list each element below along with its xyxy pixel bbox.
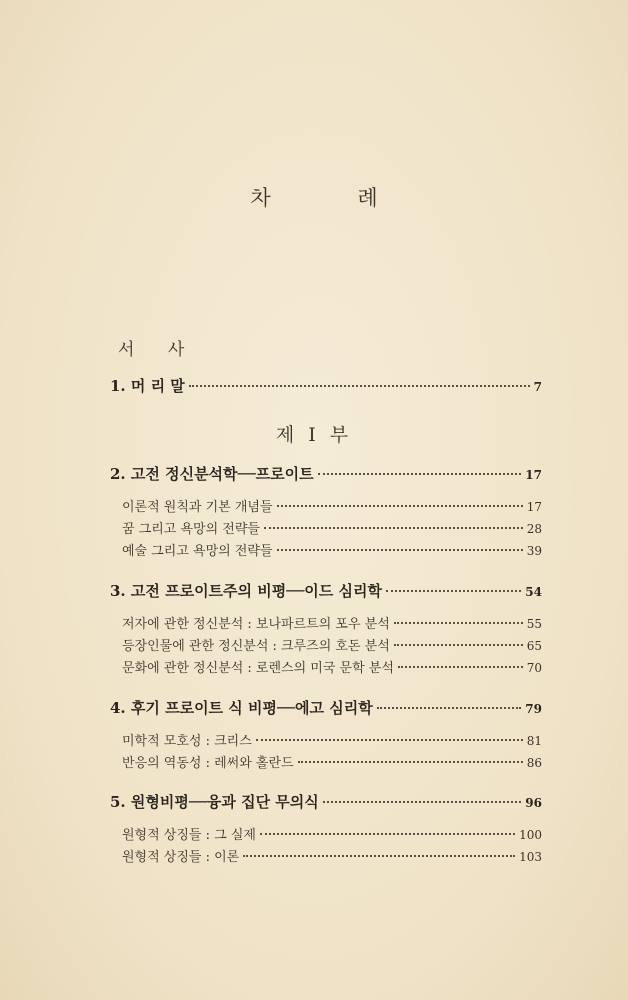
preface-heading: 서 사	[118, 340, 199, 360]
entry-page: 7	[533, 380, 542, 394]
dot-leader	[189, 385, 530, 387]
toc-entry-section	[122, 613, 542, 632]
toc-entry-chapter-2	[110, 463, 542, 484]
part-heading: 제 I 부	[275, 424, 353, 446]
toc-title: 차 례	[250, 186, 418, 210]
toc-entry-chapter-5	[110, 791, 542, 812]
dot-leader	[394, 622, 523, 624]
dot-leader	[256, 739, 523, 741]
entry-page: 70	[526, 661, 542, 675]
entry-label: 문화에 관한 정신분석 : 로렌스의 미국 문학 분석	[122, 661, 394, 676]
toc-entry-section	[122, 518, 542, 537]
entry-page: 86	[526, 756, 542, 770]
entry-page: 28	[526, 522, 542, 536]
dot-leader	[243, 855, 515, 857]
entry-label: 1. 머 리 말	[110, 377, 185, 395]
toc-entry-section	[122, 657, 542, 676]
entry-label: 꿈 그리고 욕망의 전략들	[122, 522, 260, 537]
toc-entry-section	[122, 846, 542, 865]
entry-label: 등장인물에 관한 정신분석 : 크루즈의 호돈 분석	[122, 639, 390, 654]
entry-label: 원형적 상징들 : 그 실제	[122, 828, 256, 843]
entry-label: 5. 원형비평──융과 집단 무의식	[110, 793, 319, 811]
entry-page: 65	[526, 639, 542, 653]
dot-leader	[260, 833, 515, 835]
entry-page: 39	[526, 544, 542, 558]
entry-page: 55	[526, 617, 542, 631]
toc-entry-chapter-4	[110, 697, 542, 718]
entry-page: 100	[519, 828, 542, 842]
toc-entry-section	[122, 824, 542, 843]
entry-label: 반응의 역동성 : 레써와 홀란드	[122, 756, 294, 771]
toc-entry-section	[122, 540, 542, 559]
dot-leader	[377, 707, 522, 709]
toc-entry-section	[122, 496, 542, 515]
entry-page: 81	[526, 734, 542, 748]
entry-label: 이론적 원칙과 기본 개념들	[122, 500, 273, 515]
entry-page: 17	[525, 468, 542, 482]
entry-label: 미학적 모호성 : 크리스	[122, 734, 252, 749]
dot-leader	[298, 761, 523, 763]
toc-entry-chapter-3	[110, 580, 542, 601]
entry-label: 예술 그리고 욕망의 전략들	[122, 544, 273, 559]
entry-label: 4. 후기 프로이트 식 비평──에고 심리학	[110, 699, 373, 717]
entry-page: 96	[525, 796, 542, 810]
dot-leader	[277, 505, 523, 507]
entry-label: 3. 고전 프로이트주의 비평──이드 심리학	[110, 582, 382, 600]
dot-leader	[398, 666, 523, 668]
entry-page: 79	[525, 702, 542, 716]
entry-page: 17	[526, 500, 542, 514]
dot-leader	[394, 644, 523, 646]
dot-leader	[318, 473, 522, 475]
dot-leader	[386, 590, 521, 592]
entry-label: 저자에 관한 정신분석 : 보나파르트의 포우 분석	[122, 617, 390, 632]
dot-leader	[264, 527, 523, 529]
toc-entry-chapter-1	[110, 375, 542, 396]
toc-entry-section	[122, 752, 542, 771]
entry-page: 54	[525, 585, 542, 599]
dot-leader	[277, 549, 523, 551]
toc-entry-section	[122, 730, 542, 749]
dot-leader	[323, 801, 522, 803]
entry-page: 103	[519, 850, 542, 864]
toc-entry-section	[122, 635, 542, 654]
entry-label: 2. 고전 정신분석학──프로이트	[110, 465, 314, 483]
entry-label: 원형적 상징들 : 이론	[122, 850, 240, 865]
